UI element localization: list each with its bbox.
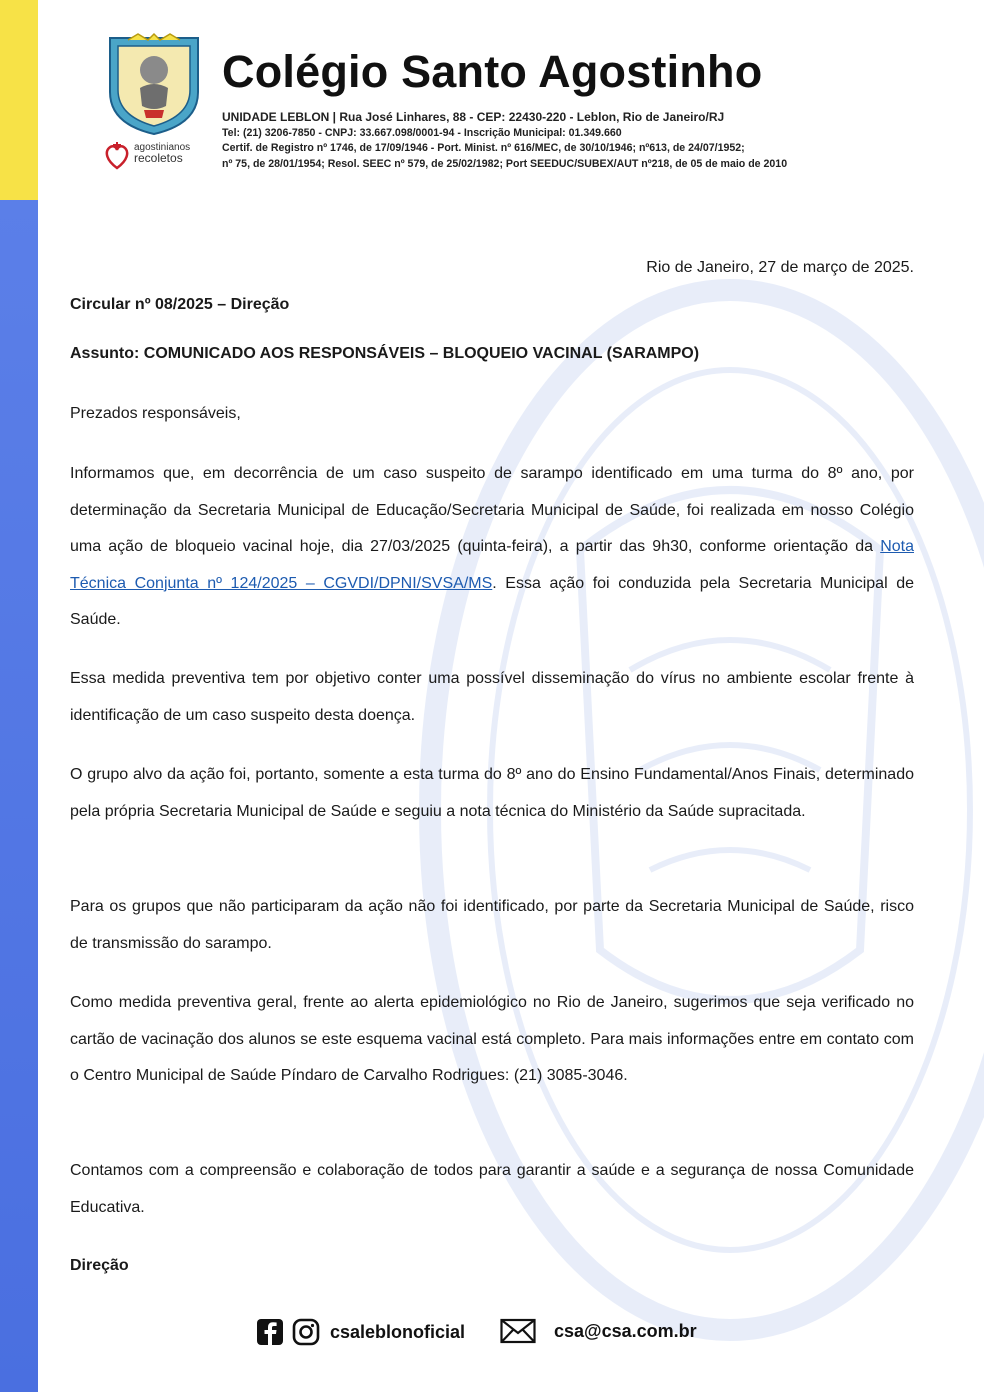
paragraph-4: Para os grupos que não participaram da ação não foi identificado, por parte da Secretaria Municipal de Saúde, risco de transmissão do sarampo.: [70, 898, 914, 952]
social-handle[interactable]: csaleblonoficial: [330, 1321, 466, 1342]
paragraph-1-text-b: . Essa ação foi conduzida pela Secretaria Municipal de Saúde.: [70, 574, 915, 628]
circular-number: Circular nº 08/2025 – Direção: [70, 296, 290, 313]
order-logo-text1: agostinianos: [134, 142, 191, 153]
paragraph-1-text-a: Informamos que, em decorrência de um caso suspeito de sarampo identificado em uma turma do 8º ano, por determinação da Secretaria Municipal de Educação/Secretaria Municipal de Saúde, foi realizada em nosso Colégio uma ação de bloqueio vacinal hoje, dia 27/03/2025 (quinta-feira), a partir das 9h30, conforme orientação da: [70, 465, 914, 555]
subject-line: Assunto: COMUNICADO AOS RESPONSÁVEIS – BLOQUEIO VACINAL (SARAMPO): [70, 345, 700, 362]
paragraph-3: O grupo alvo da ação foi, portanto, somente a esta turma do 8º ano do Ensino Fundamental/Anos Finais, determinado pela própria Secretaria Municipal de Saúde e seguiu a nota técnica do Ministério da Saúde supracitada.: [70, 766, 914, 820]
email-icon[interactable]: [500, 1318, 536, 1344]
heart-icon: [104, 140, 130, 170]
greeting: Prezados responsáveis,: [70, 405, 241, 422]
paragraph-1: [70, 456, 914, 639]
school-info: [222, 110, 787, 172]
order-logo-text2: recoletos: [134, 151, 183, 165]
side-bar-blue: [0, 200, 38, 1392]
footer-social[interactable]: [256, 1318, 465, 1346]
school-address: UNIDADE LEBLON | Rua José Linhares, 88 - CEP: 22430-220 - Leblon, Rio de Janeiro/RJ: [222, 110, 725, 124]
school-certification-2: nº 75, de 28/01/1954; Resol. SEEC nº 579, de 25/02/1982; Port SEEDUC/SUBEX/AUT nº218, de 05 de maio de 2010: [222, 157, 788, 170]
footer: [0, 1318, 984, 1350]
nota-tecnica-link[interactable]: Nota Técnica Conjunta nº 124/2025 – CGVDI/DPNI/SVSA/MS: [70, 538, 914, 592]
instagram-icon[interactable]: [292, 1318, 320, 1346]
footer-email[interactable]: [500, 1318, 697, 1344]
signature: Direção: [70, 1257, 129, 1274]
facebook-icon[interactable]: [256, 1318, 284, 1346]
paragraph-2: Essa medida preventiva tem por objetivo conter uma possível disseminação do vírus no ambiente escolar frente à identificação de um caso suspeito desta doença.: [70, 670, 914, 724]
side-bar-yellow: [0, 0, 38, 200]
email-address[interactable]: csa@csa.com.br: [554, 1320, 697, 1341]
letter-date: Rio de Janeiro, 27 de março de 2025.: [646, 259, 914, 276]
school-certification-1: Certif. de Registro nº 1746, de 17/09/1946 - Port. Minist. nº 616/MEC, de 30/10/1946; nº613, de 24/07/1952;: [222, 142, 745, 154]
paragraph-6: Contamos com a compreensão e colaboração de todos para garantir a saúde e a segurança de nossa Comunidade Educativa.: [70, 1162, 914, 1216]
school-contact: Tel: (21) 3206-7850 - CNPJ: 33.667.098/0001-94 - Inscrição Municipal: 01.349.660: [222, 126, 622, 139]
paragraph-5: Como medida preventiva geral, frente ao alerta epidemiológico no Rio de Janeiro, sugerimos que seja verificado no cartão de vacinação dos alunos se este esquema vacinal está completo. Para mais informações entre em contato com o Centro Municipal de Saúde Píndaro de Carvalho Rodrigues: (21) 3085-3046.: [70, 994, 914, 1084]
school-name: Colégio Santo Agostinho: [222, 46, 763, 97]
side-color-bar: [0, 0, 38, 1392]
order-logo: [104, 138, 214, 172]
